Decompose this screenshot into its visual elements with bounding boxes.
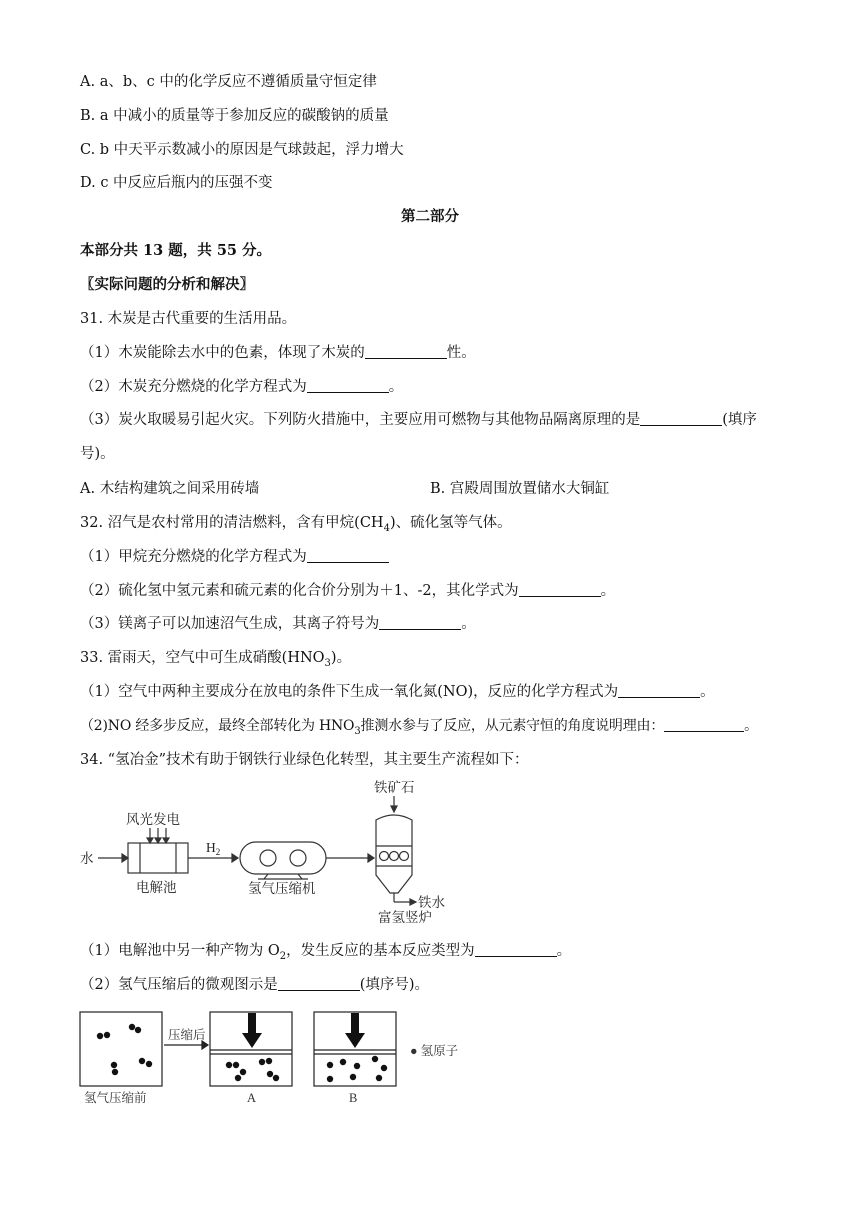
- q31-option-b: B. 宫殿周围放置储水大铜缸: [430, 481, 610, 497]
- section-title: 第二部分: [401, 208, 459, 225]
- q34-stem: 34. “氢冶金”技术有助于钢铁行业绿色化转型，其主要生产流程如下：: [80, 752, 529, 768]
- q32-stem-text: 32. 沼气是农村常用的清洁燃料，含有甲烷(CH: [80, 515, 384, 531]
- q31-stem: 31. 木炭是古代重要的生活用品。: [80, 311, 297, 327]
- label-water: 水: [80, 851, 94, 866]
- q32-part3-suffix: 。: [461, 616, 476, 632]
- q32-part1-text: （1）甲烷充分燃烧的化学方程式为: [80, 549, 307, 565]
- label-iron: 铁水: [418, 895, 445, 910]
- label-ore: 铁矿石: [374, 780, 415, 795]
- before-box: [80, 1012, 162, 1086]
- q33-part2-text: （2)NO 经多步反应，最终全部转化为 HNO: [80, 718, 355, 734]
- label-a: A: [247, 1091, 257, 1105]
- q31-part1-suffix: 性。: [446, 345, 476, 361]
- q34-part1-text: （1）电解池中另一种产物为 O: [80, 943, 280, 959]
- option-d: D. c 中反应后瓶内的压强不变: [80, 175, 273, 191]
- q31-part2-suffix: 。: [388, 379, 404, 395]
- q32-part2-text: （2）硫化氢中氢元素和硫元素的化合价分别为＋1、-2，其化学式为: [80, 583, 519, 599]
- subscript: 3: [324, 657, 331, 669]
- q34-part2-text: （2）氢气压缩后的微观图示是: [80, 977, 278, 993]
- label-compressed: 压缩后: [168, 1028, 206, 1042]
- q31-part2-text: （2）木炭充分燃烧的化学方程式为: [80, 379, 307, 395]
- q34-part1-suffix: 。: [556, 943, 572, 959]
- option-c: C. b 中天平示数减小的原因是气球鼓起，浮力增大: [80, 142, 404, 158]
- q33-part1-suffix: 。: [700, 684, 715, 700]
- q31-part3-suffix: (填序: [722, 412, 757, 428]
- q31-option-a: A. 木结构建筑之间采用砖墙: [80, 481, 260, 497]
- legend-hydrogen-atom: ● 氢原子: [410, 1044, 459, 1058]
- label-compressor: 氢气压缩机: [248, 881, 316, 896]
- q34-part2-suffix: (填序号)。: [359, 977, 430, 993]
- q33-stem-text: 33. 雷雨天，空气中可生成硝酸(HNO: [80, 650, 325, 666]
- q31-part3-text: （3）炭火取暖易引起火灾。下列防火措施中，主要应用可燃物与其他物品隔离原理的是: [80, 412, 641, 428]
- q32-part2-suffix: 。: [600, 583, 616, 599]
- piston-arrow-icon: [242, 1013, 365, 1048]
- q33-part2-suffix: 。: [744, 718, 758, 734]
- q33-part2-reason: 推测水参与了反应，从元素守恒的角度说明理由：: [360, 718, 665, 734]
- q33-stem-suffix: )。: [330, 650, 352, 666]
- label-furnace: 富氢竖炉: [378, 910, 432, 925]
- option-b: B. a 中减小的质量等于参加反应的碳酸钠的质量: [80, 108, 389, 124]
- label-power: 风光发电: [126, 812, 180, 827]
- subscript: 3: [354, 725, 361, 737]
- section-subtitle: 〖实际问题的分析和解决〗: [80, 276, 254, 293]
- option-a: A. a、b、c 中的化学反应不遵循质量守恒定律: [80, 74, 377, 90]
- subscript: 2: [279, 950, 287, 962]
- hydrogen-atoms-a: [226, 1058, 279, 1081]
- q32-part3-text: （3）镁离子可以加速沼气生成，其离子符号为: [80, 616, 380, 632]
- label-b: B: [349, 1091, 358, 1105]
- label-electrolyzer: 电解池: [136, 880, 177, 895]
- q33-part1-text: （1）空气中两种主要成分在放电的条件下生成一氧化氮(NO)，反应的化学方程式为: [80, 684, 619, 700]
- section-summary: 本部分共 13 题，共 55 分。: [80, 242, 272, 259]
- label-before: 氢气压缩前: [84, 1091, 147, 1105]
- hydrogen-atoms-b: [327, 1056, 387, 1082]
- q31-part3-cont: 号)。: [80, 446, 115, 462]
- q34-part1-mid: ，发生反应的基本反应类型为: [286, 943, 475, 959]
- label-h2: $H_2$: [206, 840, 221, 857]
- subscript: 4: [383, 522, 390, 534]
- hydrogen-atoms-before: [97, 1024, 152, 1075]
- q32-stem-suffix: )、硫化氢等气体。: [389, 515, 512, 531]
- q31-part1-text: （1）木炭能除去水中的色素，体现了木炭的: [80, 345, 365, 361]
